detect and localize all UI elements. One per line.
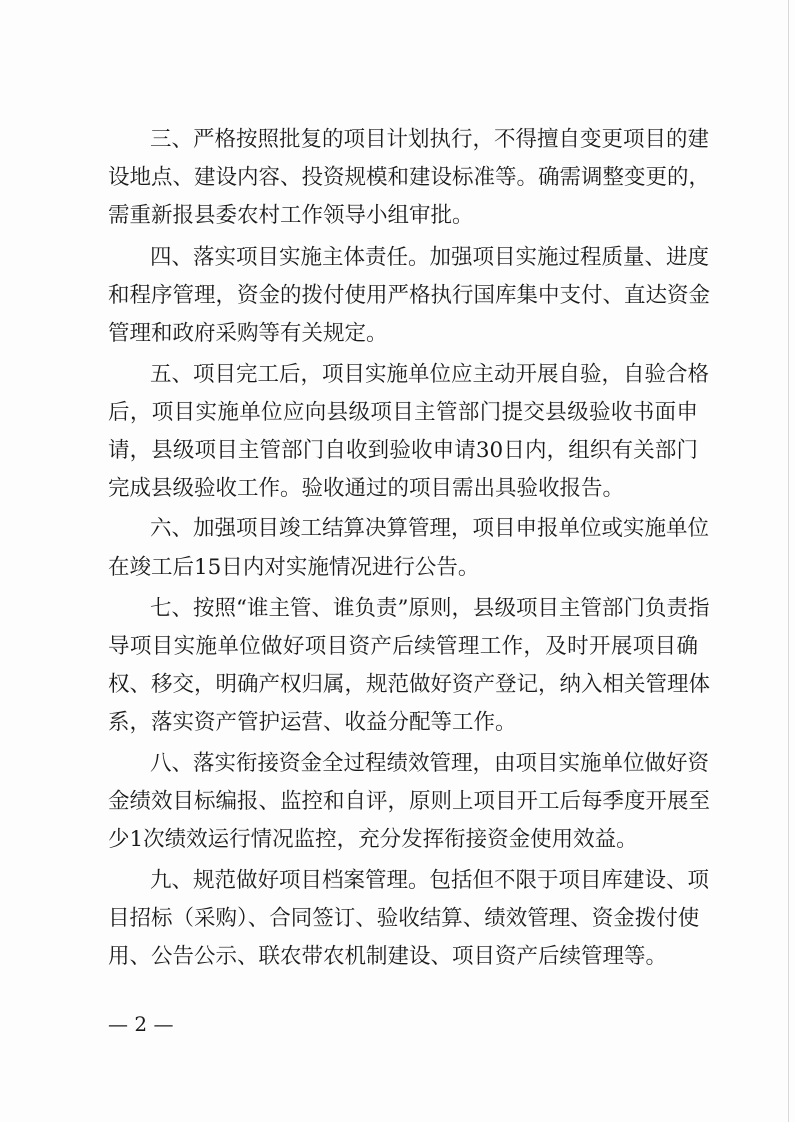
paragraph-1-line-2: 设地点、建设内容、投资规模和建设标准等。确需调整变更的， — [108, 165, 711, 190]
paragraph-3-line-4: 完成县级验收工作。验收通过的项目需出具验收报告。 — [108, 476, 625, 501]
paragraph-1-line-3: 需重新报县委农村工作领导小组审批。 — [108, 203, 474, 228]
paragraph-7-line-1: 九、规范做好项目档案管理。包括但不限于项目库建设、项 — [150, 868, 710, 893]
paragraph-6-line-3: 少1次绩效运行情况监控，充分发挥衔接资金使用效益。 — [108, 827, 638, 852]
paragraph-5-line-2: 导项目实施单位做好项目资产后续管理工作，及时开展项目确 — [108, 634, 698, 659]
paragraph-3-line-2: 后，项目实施单位应向县级项目主管部门提交县级验收书面申 — [108, 400, 698, 425]
paragraph-7-line-2: 目招标（采购）、合同签订、验收结算、绩效管理、资金拨付使 — [108, 906, 700, 931]
paragraph-3-line-3: 请，县级项目主管部门自收到验收申请30日内，组织有关部门 — [108, 438, 698, 463]
paragraph-2-line-1: 四、落实项目实施主体责任。加强项目实施过程质量、进度 — [150, 245, 710, 270]
paragraph-4-line-2: 在竣工后15日内对实施情况进行公告。 — [108, 555, 480, 580]
scan-edge-divider — [788, 0, 789, 1122]
paragraph-5-line-3: 权、移交，明确产权归属，规范做好资产登记，纳入相关管理体 — [108, 672, 711, 697]
paragraph-2-line-3: 管理和政府采购等有关规定。 — [108, 321, 388, 346]
paragraph-4-line-1: 六、加强项目竣工结算决算管理，项目申报单位或实施单位 — [150, 516, 710, 541]
paragraph-6-line-1: 八、落实衔接资金全过程绩效管理，由项目实施单位做好资 — [150, 751, 710, 776]
paragraph-2-line-2: 和程序管理，资金的拨付使用严格执行国库集中支付、直达资金 — [108, 283, 711, 308]
paragraph-6-line-2: 金绩效目标编报、监控和自评，原则上项目开工后每季度开展至 — [108, 789, 711, 814]
page-number: — 2 — — [108, 1012, 174, 1036]
paragraph-7-line-3: 用、公告公示、联农带农机制建设、项目资产后续管理等。 — [108, 944, 668, 969]
paragraph-5-line-1: 七、按照“谁主管、谁负责”原则，县级项目主管部门负责指 — [150, 596, 710, 621]
paragraph-5-line-4: 系，落实资产管护运营、收益分配等工作。 — [108, 710, 517, 735]
paragraph-1-line-1: 三、严格按照批复的项目计划执行，不得擅自变更项目的建 — [150, 127, 710, 152]
paragraph-3-line-1: 五、项目完工后，项目实施单位应主动开展自验，自验合格 — [150, 362, 710, 387]
